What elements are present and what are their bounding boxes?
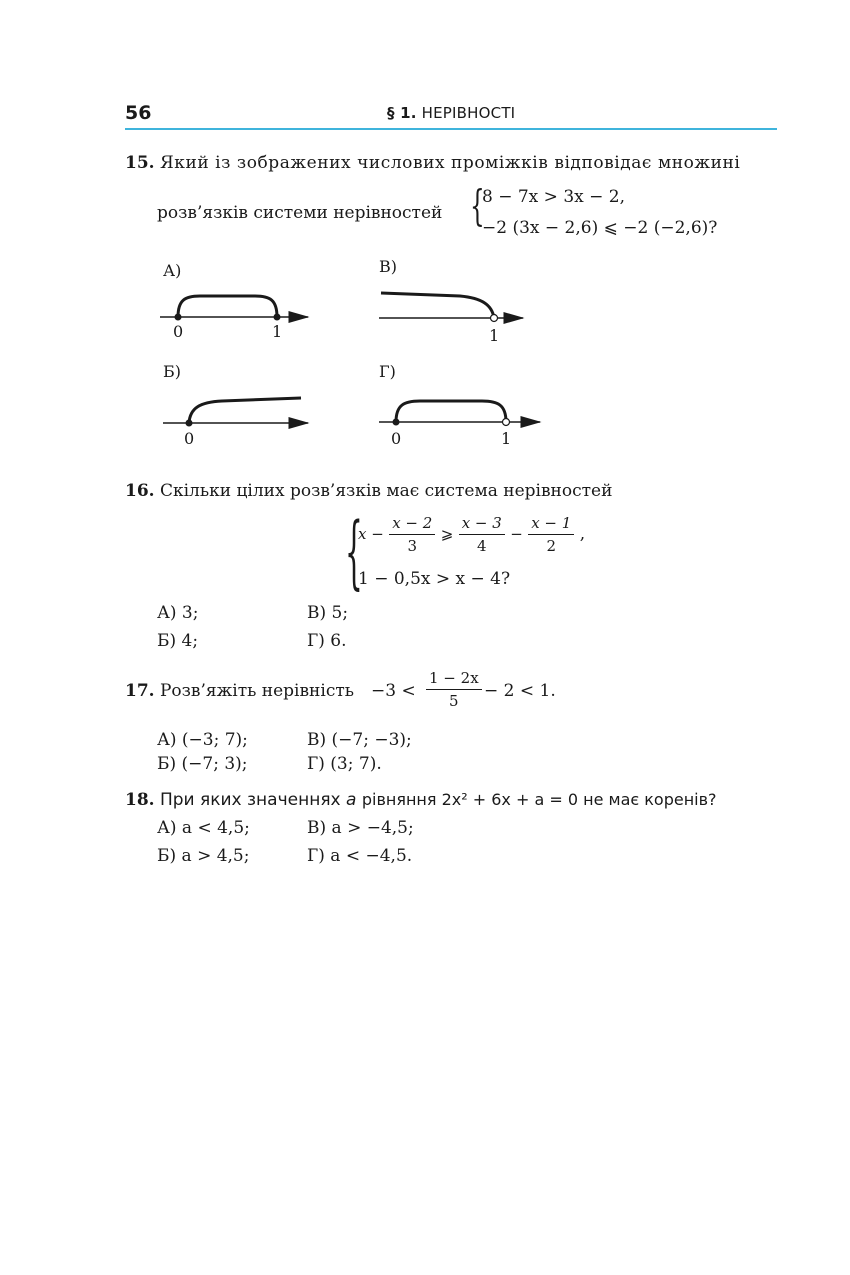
q17-answer-v: В) (−7; −3); [307, 730, 412, 750]
q16-answer-v: В) 5; [307, 603, 349, 623]
q18-equation: рівняння 2x² + 6x + a = 0 не має коренів? [361, 790, 717, 809]
q16-f3-num: x − 1 [528, 514, 574, 535]
q15-option-v-label: В) [379, 257, 397, 276]
q16-fraction-3 [528, 514, 574, 555]
q15-question: Який із зображених числових проміжків відповідає множині [159, 153, 741, 173]
q15-inequality-2: −2 (3x − 2,6) ⩽ −2 (−2,6)? [482, 218, 718, 238]
q18-answer-v: В) a > −4,5; [307, 818, 414, 838]
q15-option-v-one: 1 [489, 326, 500, 345]
q15-option-a-zero: 0 [173, 322, 184, 341]
q16-fraction-1 [389, 514, 435, 555]
q16-comma: , [579, 524, 586, 544]
q15-option-a-label: А) [163, 261, 182, 280]
q18-number: 18. [125, 790, 155, 810]
q15-system-brace: { [470, 181, 485, 230]
q17-answer-b: Б) (−7; 3); [157, 754, 248, 774]
q16-inequality-1 [358, 514, 585, 555]
q17-left: −3 < [371, 681, 416, 701]
q16-answer-g: Г) 6. [307, 631, 347, 651]
q16-f1-num: x − 2 [389, 514, 435, 535]
q18-question-start: При яких значеннях [159, 790, 341, 810]
q18-answer-a: А) a < 4,5; [157, 818, 250, 838]
section-title: НЕРІВНОСТІ [421, 104, 516, 122]
q15-option-g-figure [379, 401, 540, 426]
q16-number: 16. [125, 481, 155, 501]
q16-f2-den: 4 [476, 537, 487, 555]
q18-line [125, 790, 717, 810]
q16-question: Скільки цілих розв’язків має система нерівностей [159, 481, 613, 501]
q16-answer-b: Б) 4; [157, 631, 199, 651]
q16-f3-den: 2 [546, 537, 557, 555]
q17-fraction [426, 669, 482, 710]
q17-frac-den: 5 [449, 692, 459, 710]
q15-option-g-label: Г) [379, 362, 396, 381]
q16-inequality-2: 1 − 0,5x > x − 4? [358, 569, 511, 589]
q15-number-lines [0, 0, 850, 470]
q15-option-v-figure [379, 293, 523, 322]
q15-option-b-label: Б) [163, 362, 181, 381]
q16-system-brace: { [345, 505, 363, 598]
q17-line [125, 681, 354, 701]
q18-answer-g: Г) a < −4,5. [307, 846, 413, 866]
q16-line [125, 481, 612, 501]
q18-var-a: a [346, 790, 357, 810]
q15-option-g-zero: 0 [391, 429, 402, 448]
q16-f1-den: 3 [407, 537, 418, 555]
q17-question: Розв’яжіть нерівність [159, 681, 354, 701]
q15-inequality-1: 8 − 7x > 3x − 2, [482, 187, 625, 207]
q15-number: 15. [125, 153, 155, 173]
page-number: 56 [125, 102, 152, 124]
q16-f2-num: x − 3 [459, 514, 505, 535]
q16-geq: ⩾ [440, 525, 454, 543]
section-mark: § 1. [387, 104, 417, 122]
q17-number: 17. [125, 681, 155, 701]
q16-answer-a: А) 3; [157, 603, 199, 623]
q15-option-b-zero: 0 [184, 429, 195, 448]
q15-option-g-one: 1 [501, 429, 512, 448]
q15-option-b-figure [163, 398, 308, 427]
q15-option-a-figure [160, 296, 308, 321]
q17-right: − 2 < 1. [484, 681, 556, 701]
q17-frac-num: 1 − 2x [426, 669, 482, 690]
q16-x-minus: x − [358, 525, 384, 543]
q16-minus: − [510, 525, 523, 543]
q17-answer-a: А) (−3; 7); [157, 730, 248, 750]
q18-answer-b: Б) a > 4,5; [157, 846, 250, 866]
q17-answer-g: Г) (3; 7). [307, 754, 382, 774]
q15-line2: розв’язків системи нерівностей [157, 203, 443, 223]
q16-fraction-2 [459, 514, 505, 555]
q15-option-a-one: 1 [272, 322, 283, 341]
